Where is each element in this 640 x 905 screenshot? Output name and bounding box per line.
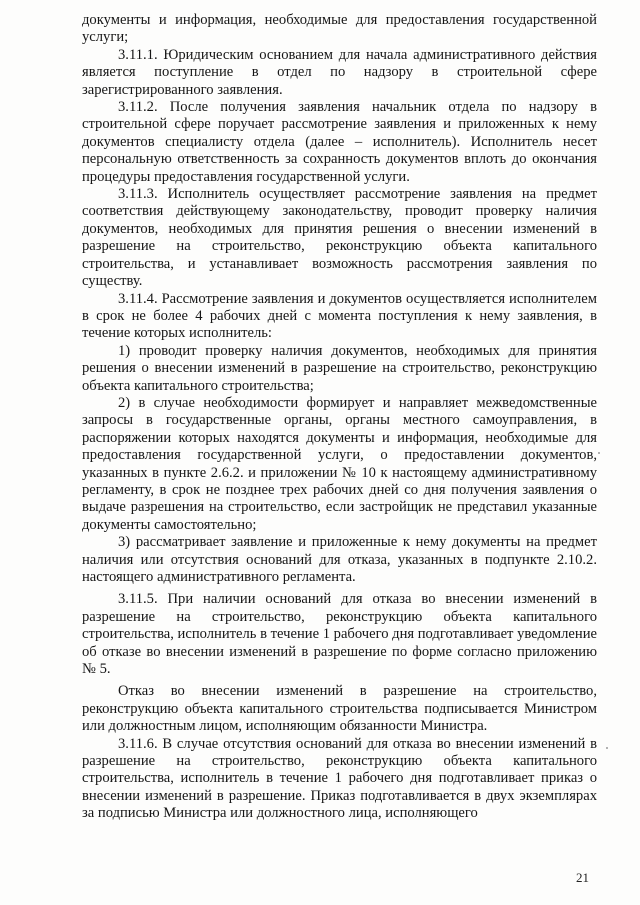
paragraph-refusal-signing: Отказ во внесении изменений в разрешение на строительство, реконструкцию объекта капитального строительства подписывается Министром или должностным лицом, исполняющим обязанности Министра. <box>82 683 597 735</box>
paragraph-3-11-6: 3.11.6. В случае отсутствия оснований для отказа во внесении изменений в разрешение на строительство, реконструкцию объекта капитального строительства, исполнитель в течение 1 рабочего дня подготавливает приказ о внесении изменений в разрешение. Приказ подготавливается в двух экземплярах за подписью Министра или должностного лица, исполняющего <box>82 735 597 822</box>
paragraph-continuation: документы и информация, необходимые для предоставления государственной услуги; <box>82 12 597 46</box>
paragraph-3-11-2: 3.11.2. После получения заявления начальник отдела по надзору в строительной сфере поручает рассмотрение заявления и приложенных к нему документов специалисту отдела (далее – исполнитель). Исполнитель несет персональную ответственность за сохранность документов вплоть до окончания процедуры предоставления государственной услуги. <box>82 99 597 185</box>
scan-speck <box>598 452 600 454</box>
page-number: 21 <box>576 870 589 885</box>
paragraph-3-11-3: 3.11.3. Исполнитель осуществляет рассмотрение заявления на предмет соответствия действующему законодательству, проводит проверку наличия документов, необходимых для принятия решения о внесении изменений в разрешение на строительство, реконструкцию объекта капитального строительства, и устанавливает возможность рассмотрения заявления по существу. <box>82 186 597 290</box>
paragraph-3-11-1: 3.11.1. Юридическим основанием для начала административного действия является поступление в отдел по надзору в строительной сфере зарегистрированного заявления. <box>82 46 597 98</box>
document-body <box>82 12 597 823</box>
list-item-2: 2) в случае необходимости формирует и направляет межведомственные запросы в государственные органы, органы местного самоуправления, в распоряжении которых находятся документы и информация, необходимые для предоставления государственной услуги, о предоставлении документов, указанных в пункте 2.6.2. и приложении № 10 к настоящему административному регламенту, в срок не позднее трех рабочих дней со дня получения заявления о выдаче разрешения на строительство, если застройщик не представил указанные документы самостоятельно; <box>82 394 597 533</box>
paragraph-3-11-5: 3.11.5. При наличии оснований для отказа во внесении изменений в разрешение на строительство, реконструкцию объекта капитального строительства, исполнитель в течение 1 рабочего дня подготавливает уведомление об отказе во внесении изменений в разрешение по форме согласно приложению № 5. <box>82 591 598 678</box>
list-item-3: 3) рассматривает заявление и приложенные к нему документы на предмет наличия или отсутствия оснований для отказа, указанных в подпункте 2.10.2. настоящего административного регламента. <box>82 534 597 585</box>
list-item-1: 1) проводит проверку наличия документов, необходимых для принятия решения о внесении изменений в разрешение на строительство, реконструкцию объекта капитального строительства; <box>82 342 597 394</box>
paragraph-3-11-4: 3.11.4. Рассмотрение заявления и документов осуществляется исполнителем в срок не более 4 рабочих дней с момента поступления к нему заявления, в течение которых исполнитель: <box>82 290 597 342</box>
scan-speck <box>606 747 608 749</box>
